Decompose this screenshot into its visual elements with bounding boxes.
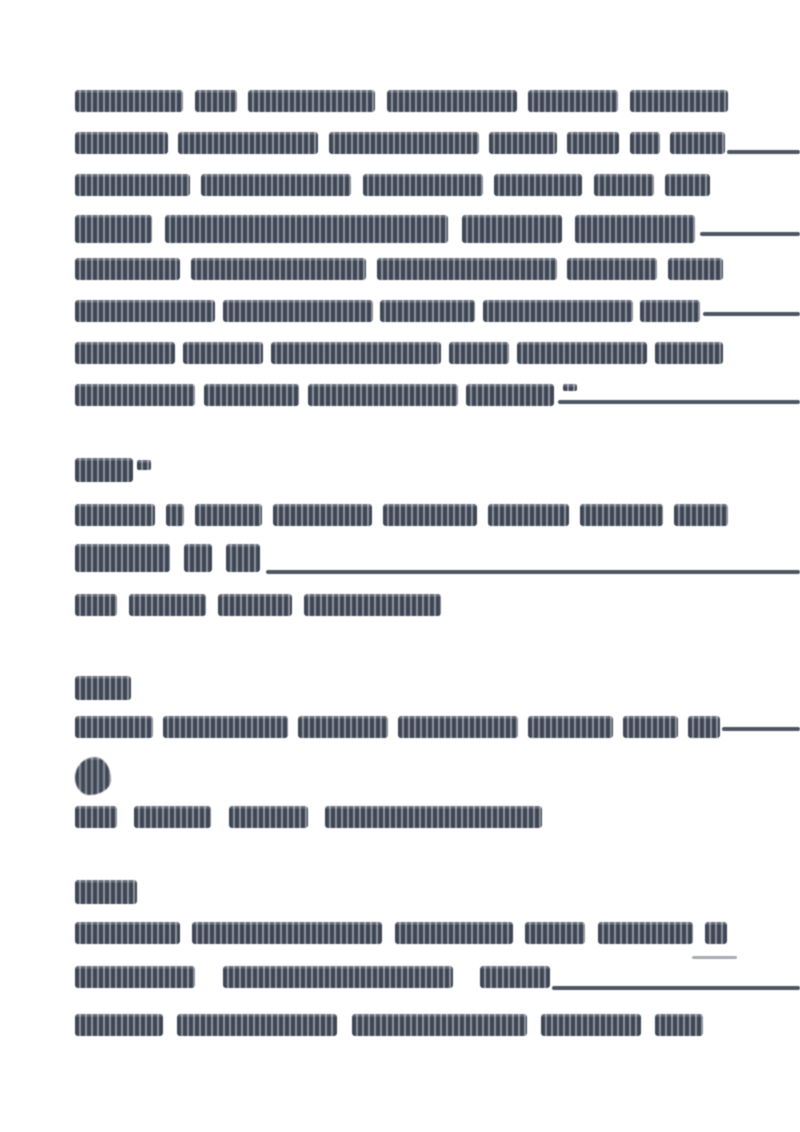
entry-3-heading <box>75 878 137 904</box>
word-blob <box>383 504 477 526</box>
word-blob <box>688 716 720 738</box>
word-blob <box>567 258 657 280</box>
word-blob <box>204 384 299 406</box>
blank-underline <box>722 727 800 731</box>
word-blob <box>398 716 518 738</box>
word-blob <box>488 504 569 526</box>
word-blob <box>137 460 151 470</box>
word-blob <box>517 342 647 364</box>
blank-underline <box>552 986 800 990</box>
word-blob <box>163 716 288 738</box>
paragraph-line-5 <box>75 254 723 280</box>
word-blob <box>387 90 517 112</box>
word-blob <box>75 676 131 700</box>
word-blob <box>75 300 215 322</box>
paragraph-line-8 <box>75 380 577 406</box>
word-blob <box>223 300 373 322</box>
entry-3-line-3 <box>75 1010 703 1036</box>
blank-underline <box>700 232 800 236</box>
word-blob <box>483 300 633 322</box>
word-blob <box>75 174 190 196</box>
entry-1-line-3 <box>75 590 441 616</box>
word-blob <box>183 342 263 364</box>
entry-3-line-2 <box>75 962 550 988</box>
word-blob <box>271 342 441 364</box>
word-blob <box>178 132 318 154</box>
word-blob <box>623 716 678 738</box>
word-blob <box>567 132 619 154</box>
word-blob <box>304 594 441 616</box>
entry-2-heading <box>75 674 131 700</box>
entry-1-heading <box>75 456 155 482</box>
word-blob <box>670 132 725 154</box>
word-blob <box>129 594 206 616</box>
word-blob <box>75 922 180 944</box>
word-blob <box>75 90 183 112</box>
paragraph-line-2 <box>75 128 725 154</box>
word-blob <box>494 174 582 196</box>
word-blob <box>528 90 618 112</box>
word-blob <box>630 90 728 112</box>
word-blob <box>75 504 155 526</box>
word-blob <box>229 806 308 828</box>
paragraph-line-4 <box>75 207 695 243</box>
word-blob <box>395 922 513 944</box>
blank-underline <box>558 400 800 404</box>
word-blob <box>75 966 195 988</box>
entry-1-line-1 <box>75 500 728 526</box>
blank-underline <box>692 956 737 959</box>
word-blob <box>308 384 458 406</box>
word-blob <box>184 544 212 572</box>
word-blob <box>75 880 137 904</box>
blank-underline <box>703 312 800 316</box>
entry-2-line-1 <box>75 712 720 738</box>
word-blob <box>563 384 577 391</box>
word-blob <box>594 174 654 196</box>
word-blob <box>177 1014 337 1036</box>
word-blob <box>75 258 180 280</box>
word-blob <box>598 922 693 944</box>
word-blob <box>75 215 152 243</box>
word-blob <box>480 966 550 988</box>
word-blob <box>75 132 168 154</box>
word-blob <box>75 342 175 364</box>
paragraph-line-6 <box>75 296 700 322</box>
word-blob <box>325 806 542 828</box>
word-blob <box>655 342 723 364</box>
word-blob <box>218 594 292 616</box>
word-blob <box>466 384 554 406</box>
word-blob <box>75 806 117 828</box>
blank-underline <box>266 570 800 574</box>
word-blob <box>449 342 509 364</box>
word-blob <box>580 504 663 526</box>
blank-underline <box>727 150 800 154</box>
word-blob <box>541 1014 641 1036</box>
word-blob <box>528 716 613 738</box>
word-blob <box>363 174 483 196</box>
word-blob <box>273 504 372 526</box>
word-blob <box>75 716 153 738</box>
word-blob <box>674 504 728 526</box>
word-blob <box>655 1014 703 1036</box>
word-blob <box>75 544 170 572</box>
word-blob <box>226 544 260 572</box>
entry-2-line-3 <box>75 802 542 828</box>
word-blob <box>630 132 660 154</box>
word-blob <box>665 174 710 196</box>
script-glyph <box>75 757 111 795</box>
paragraph-line-1 <box>75 86 728 112</box>
word-blob <box>377 258 557 280</box>
entry-2-line-2 <box>75 753 111 795</box>
word-blob <box>352 1014 527 1036</box>
word-blob <box>575 215 695 243</box>
word-blob <box>489 132 557 154</box>
paragraph-line-3 <box>75 170 710 196</box>
word-blob <box>462 215 562 243</box>
word-blob <box>75 1014 163 1036</box>
word-blob <box>248 90 375 112</box>
entry-3-line-1 <box>75 918 727 944</box>
word-blob <box>134 806 211 828</box>
word-blob <box>668 258 723 280</box>
word-blob <box>191 258 366 280</box>
word-blob <box>298 716 388 738</box>
word-blob <box>195 504 262 526</box>
word-blob <box>640 300 700 322</box>
entry-1-line-2 <box>75 542 260 572</box>
word-blob <box>525 922 585 944</box>
paragraph-line-7 <box>75 338 723 364</box>
word-blob <box>75 458 133 482</box>
word-blob <box>166 504 184 526</box>
word-blob <box>223 966 453 988</box>
word-blob <box>705 922 727 944</box>
word-blob <box>165 215 448 243</box>
word-blob <box>75 594 117 616</box>
word-blob <box>192 922 382 944</box>
word-blob <box>201 174 351 196</box>
word-blob <box>75 384 195 406</box>
word-blob <box>195 90 237 112</box>
word-blob <box>329 132 479 154</box>
word-blob <box>380 300 475 322</box>
